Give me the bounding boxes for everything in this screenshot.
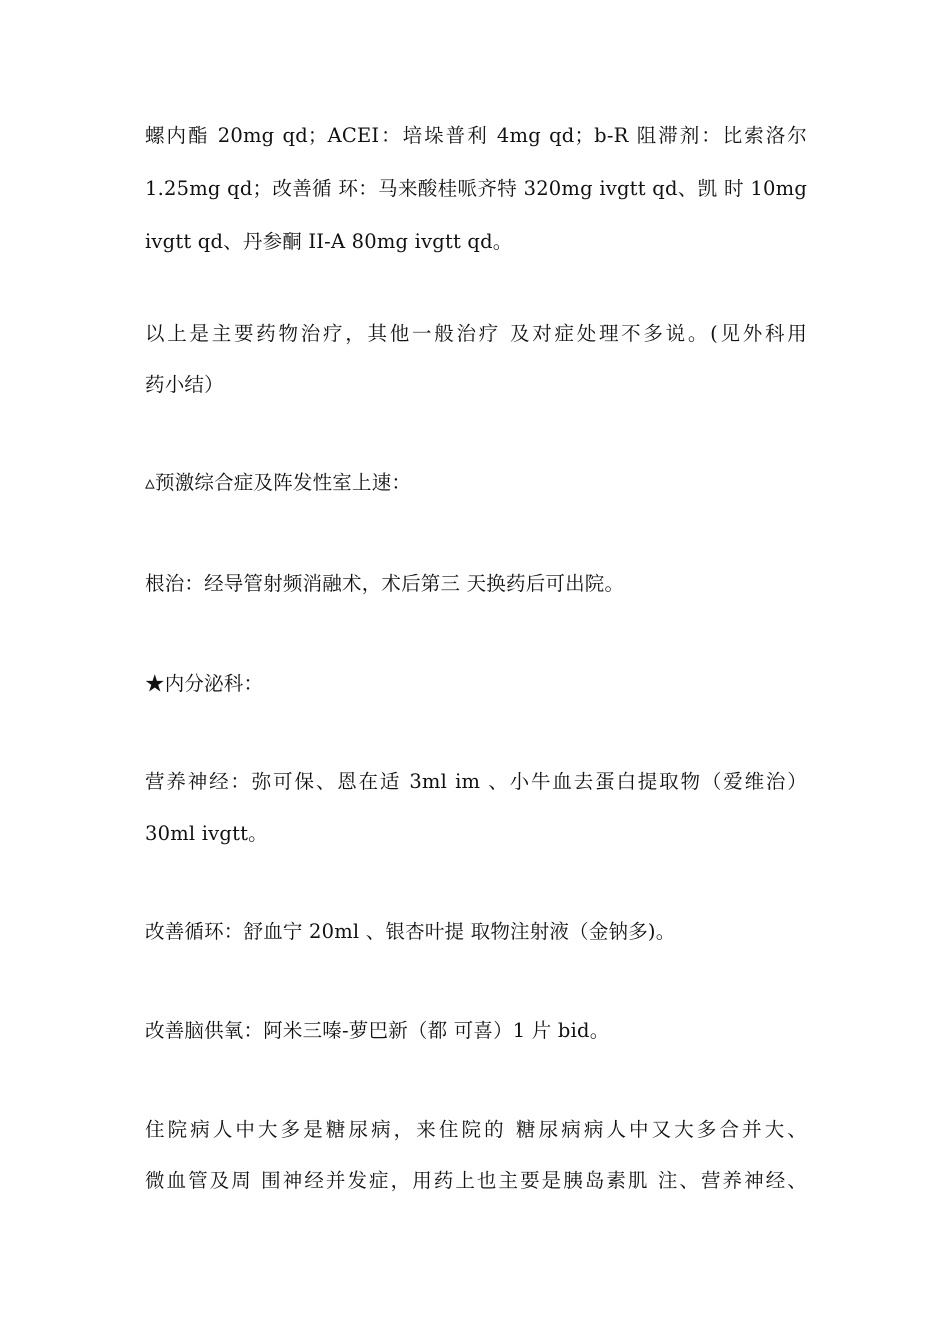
- text-line-10: 30ml ivgtt。: [145, 822, 268, 845]
- section-heading-endocrinology: ★内分泌科：: [145, 672, 264, 695]
- text-line-13: 住院病人中大多是糖尿病，来住院的 糖尿病病人中又大多合并大、: [145, 1118, 807, 1141]
- text-line-12: 改善脑供氧：阿米三嗪-萝巴新（都 可喜）1 片 bid。: [145, 1019, 610, 1042]
- text-line-11: 改善循环：舒血宁 20ml 、银杏叶提 取物注射液（金钠多)。: [145, 920, 676, 943]
- text-line-1: 螺内酯 20mg qd；ACEI：培垛普利 4mg qd；b-R 阻滞剂：比索洛尔: [145, 124, 807, 147]
- text-line-5: 药小结）: [145, 373, 224, 396]
- text-line-2: 1.25mg qd；改善循 环：马来酸桂哌齐特 320mg ivgtt qd、凯 时 10mg: [145, 177, 807, 200]
- text-line-14: 微血管及周 围神经并发症，用药上也主要是胰岛素肌 注、营养神经、: [145, 1169, 807, 1192]
- text-line-4: 以上是主要药物治疗，其他一般治疗 及对症处理不多说。(见外科用: [145, 322, 807, 345]
- text-line-9: 营养神经：弥可保、恩在适 3ml im 、小牛血去蛋白提取物（爱维治）: [145, 770, 807, 793]
- text-line-7: 根治：经导管射频消融术，术后第三 天换药后可出院。: [145, 572, 625, 595]
- text-line-3: ivgtt qd、丹参酮 II-A 80mg ivgtt qd。: [145, 230, 513, 253]
- section-heading-preexcitation: ▵预激综合症及阵发性室上速：: [145, 471, 412, 494]
